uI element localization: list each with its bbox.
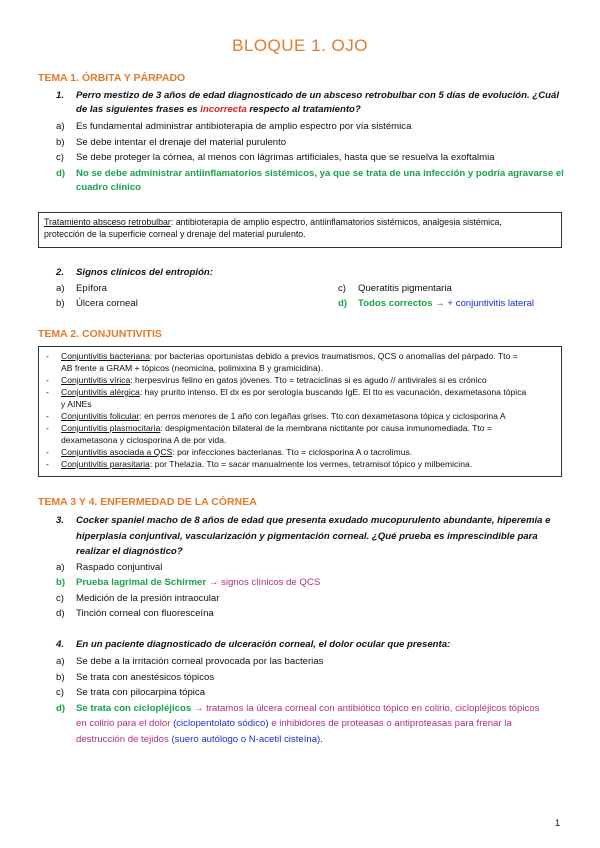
- bullet-dash: -: [46, 459, 49, 469]
- option-letter: a): [56, 283, 65, 294]
- question-1-option-a: Es fundamental administrar antibioterapia de amplio espectro por vía sistémica: [76, 121, 412, 132]
- conjunctivitis-list-item: [44, 386, 556, 398]
- conjunctivitis-list-item: [44, 350, 556, 362]
- question-4-text: En un paciente diagnosticado de ulceración corneal, el dolor ocular que presenta:: [76, 639, 451, 650]
- page-number: 1: [554, 818, 560, 828]
- question-1-number: 1.: [56, 90, 65, 101]
- question-1-option-b: Se debe intentar el drenaje del material purulento: [76, 137, 287, 148]
- conjunctivitis-description: : por bacterias oportunistas debido a previos traumatismos, QCS o anomalías del párpado. Tto =: [149, 351, 518, 361]
- option-letter: d): [56, 703, 66, 714]
- option-letter: d): [56, 608, 65, 619]
- question-3-text-line2: hiperplasia conjuntival, vascularización y pigmentación corneal. ¿Qué prueba es imprescindible para: [76, 531, 538, 542]
- option-letter: a): [56, 656, 65, 667]
- conjunctivitis-type: Conjuntivitis asociada a QCS: [61, 447, 173, 457]
- question-2-number: 2.: [56, 267, 65, 278]
- option-letter: c): [338, 283, 346, 294]
- question-4-option-b: Se trata con anestésicos tópicos: [76, 672, 215, 683]
- conjunctivitis-list-item: [44, 422, 556, 434]
- option-letter: b): [56, 298, 65, 309]
- bullet-dash: -: [46, 423, 49, 433]
- question-1-text-line2: de las siguientes frases es incorrecta respecto al tratamiento?: [76, 104, 361, 115]
- bullet-dash: -: [46, 351, 49, 361]
- bullet-dash: -: [46, 375, 49, 385]
- question-3-option-b: Prueba lagrimal de Schirmer → signos clínicos de QCS: [76, 577, 321, 588]
- section-heading-tema1: TEMA 1. ÓRBITA Y PÁRPADO: [38, 72, 186, 84]
- option-letter: d): [338, 298, 348, 309]
- question-1-option-d-line1: No se debe administrar antiinflamatorios sistémicos, ya que se trata de una infección y podría agravarse el: [76, 168, 564, 179]
- conjunctivitis-type: Conjuntivitis bacteriana: [61, 351, 150, 361]
- section-heading-tema2: TEMA 2. CONJUNTIVITIS: [38, 328, 162, 340]
- option-letter: d): [56, 168, 66, 179]
- question-4-option-d-line2: en colirio para el dolor (ciclopentolato sódico) e inhibidores de proteasas o antiproteasas para frenar la: [76, 718, 512, 729]
- question-3-option-d: Tinción corneal con fluoresceína: [76, 608, 214, 619]
- question-2-option-d: Todos correctos → + conjuntivitis lateral: [358, 298, 535, 309]
- conjunctivitis-type: Conjuntivitis plasmocitaria: [61, 423, 161, 433]
- page-title: BLOQUE 1. OJO: [232, 36, 368, 55]
- conjunctivitis-description-continued: dexametasona y ciclosporina A de por vida.: [61, 435, 227, 445]
- question-2-option-b: Úlcera corneal: [76, 298, 138, 309]
- conjunctivitis-description-continued: y AINEs: [61, 399, 92, 409]
- conjunctivitis-description: : por infecciones bacterianas. Tto = ciclosporina A o tacrolimus.: [172, 447, 413, 457]
- treatment-note-label: Tratamiento absceso retrobulbar: [44, 217, 171, 227]
- option-letter: b): [56, 672, 65, 683]
- conjunctivitis-list-item: [44, 410, 556, 422]
- option-letter: a): [56, 121, 65, 132]
- incorrect-highlight: incorrecta: [200, 104, 247, 115]
- option-letter: c): [56, 593, 64, 604]
- question-4-number: 4.: [56, 639, 65, 650]
- conjunctivitis-description: : hay prurito intenso. El dx es por serología buscando IgE. El tto es vacunación, dexametasona tópica: [139, 387, 527, 397]
- question-2-text: Signos clínicos del entropión:: [76, 267, 213, 278]
- option-letter: a): [56, 562, 65, 573]
- question-1-text-line1: Perro mestizo de 3 años de edad diagnosticado de un absceso retrobulbar con 5 días de evolución. ¿Cuál: [76, 90, 559, 101]
- question-4-option-d-line3: destrucción de tejidos (suero autólogo o N-acetil cisteína).: [76, 734, 323, 745]
- conjunctivitis-description: : herpesvirus felino en gatos jóvenes. Tto = tetraciclinas si es agudo // antivirales si es crónico: [130, 375, 487, 385]
- option-letter: b): [56, 577, 66, 588]
- bullet-dash: -: [46, 447, 49, 457]
- question-3-option-c: Medición de la presión intraocular: [76, 593, 220, 604]
- question-1-option-d-line2: cuadro clínico: [76, 182, 142, 193]
- question-4-option-d-line1: Se trata con ciclopléjicos → tratamos la úlcera corneal con antibiótico tópico en colirio, ciclopléjicos tópicos: [76, 703, 540, 714]
- conjunctivitis-type: Conjuntivitis folicular: [61, 411, 140, 421]
- question-4-option-a: Se debe a la irritación corneal provocada por las bacterias: [76, 656, 324, 667]
- treatment-note-line2: protección de la superficie corneal y drenaje del material purulento.: [44, 229, 306, 239]
- question-3-text-line3: realizar el diagnóstico?: [76, 546, 183, 557]
- conjunctivitis-list-item: [44, 446, 556, 458]
- conjunctivitis-summary-box: [38, 346, 562, 477]
- conjunctivitis-list-item: [44, 458, 556, 470]
- question-3-number: 3.: [56, 515, 65, 526]
- conjunctivitis-list-item: [44, 374, 556, 386]
- option-letter: c): [56, 152, 64, 163]
- conjunctivitis-type: Conjuntivitis vírica: [61, 375, 131, 385]
- question-4-option-c: Se trata con pilocarpina tópica: [76, 687, 206, 698]
- question-3-text-line1: Cocker spaniel macho de 8 años de edad que presenta exudado mucopurulento abundante, hiperemia e: [76, 515, 551, 526]
- option-letter: b): [56, 137, 65, 148]
- conjunctivitis-description: : despigmentación bilateral de la membrana nictitante por causa inmunomediada. Tto =: [160, 423, 492, 433]
- question-1-option-c: Se debe proteger la córnea, al menos con lágrimas artificiales, hasta que se resuelva la exoftalmia: [76, 152, 495, 163]
- conjunctivitis-description: : por Thelazia. Tto = sacar manualmente los vermes, tetramisol tópico y milbemicina.: [149, 459, 473, 469]
- question-3-option-a: Raspado conjuntival: [76, 562, 163, 573]
- conjunctivitis-type: Conjuntivitis parasitaria: [61, 459, 150, 469]
- treatment-note-box: Tratamiento absceso retrobulbar: antibioterapia de amplio espectro, antiinflamatorios sistémicos, analgesia sistémica, protección de la superficie corneal y drenaje del material purulento.: [38, 212, 562, 248]
- section-heading-tema34: TEMA 3 Y 4. ENFERMEDAD DE LA CÓRNEA: [38, 496, 257, 508]
- question-2-option-a: Epífora: [76, 283, 107, 294]
- conjunctivitis-description: : en perros menores de 1 año con legañas grises. Tto con dexametasona tópica y ciclosporina A: [139, 411, 506, 421]
- conjunctivitis-description-continued: AB frente a GRAM + tópicos (neomicina, polimixina B y gramicidina).: [61, 363, 323, 373]
- option-letter: c): [56, 687, 64, 698]
- question-2-option-c: Queratitis pigmentaria: [358, 283, 452, 294]
- conjunctivitis-type: Conjuntivitis alérgica: [61, 387, 140, 397]
- bullet-dash: -: [46, 387, 49, 397]
- bullet-dash: -: [46, 411, 49, 421]
